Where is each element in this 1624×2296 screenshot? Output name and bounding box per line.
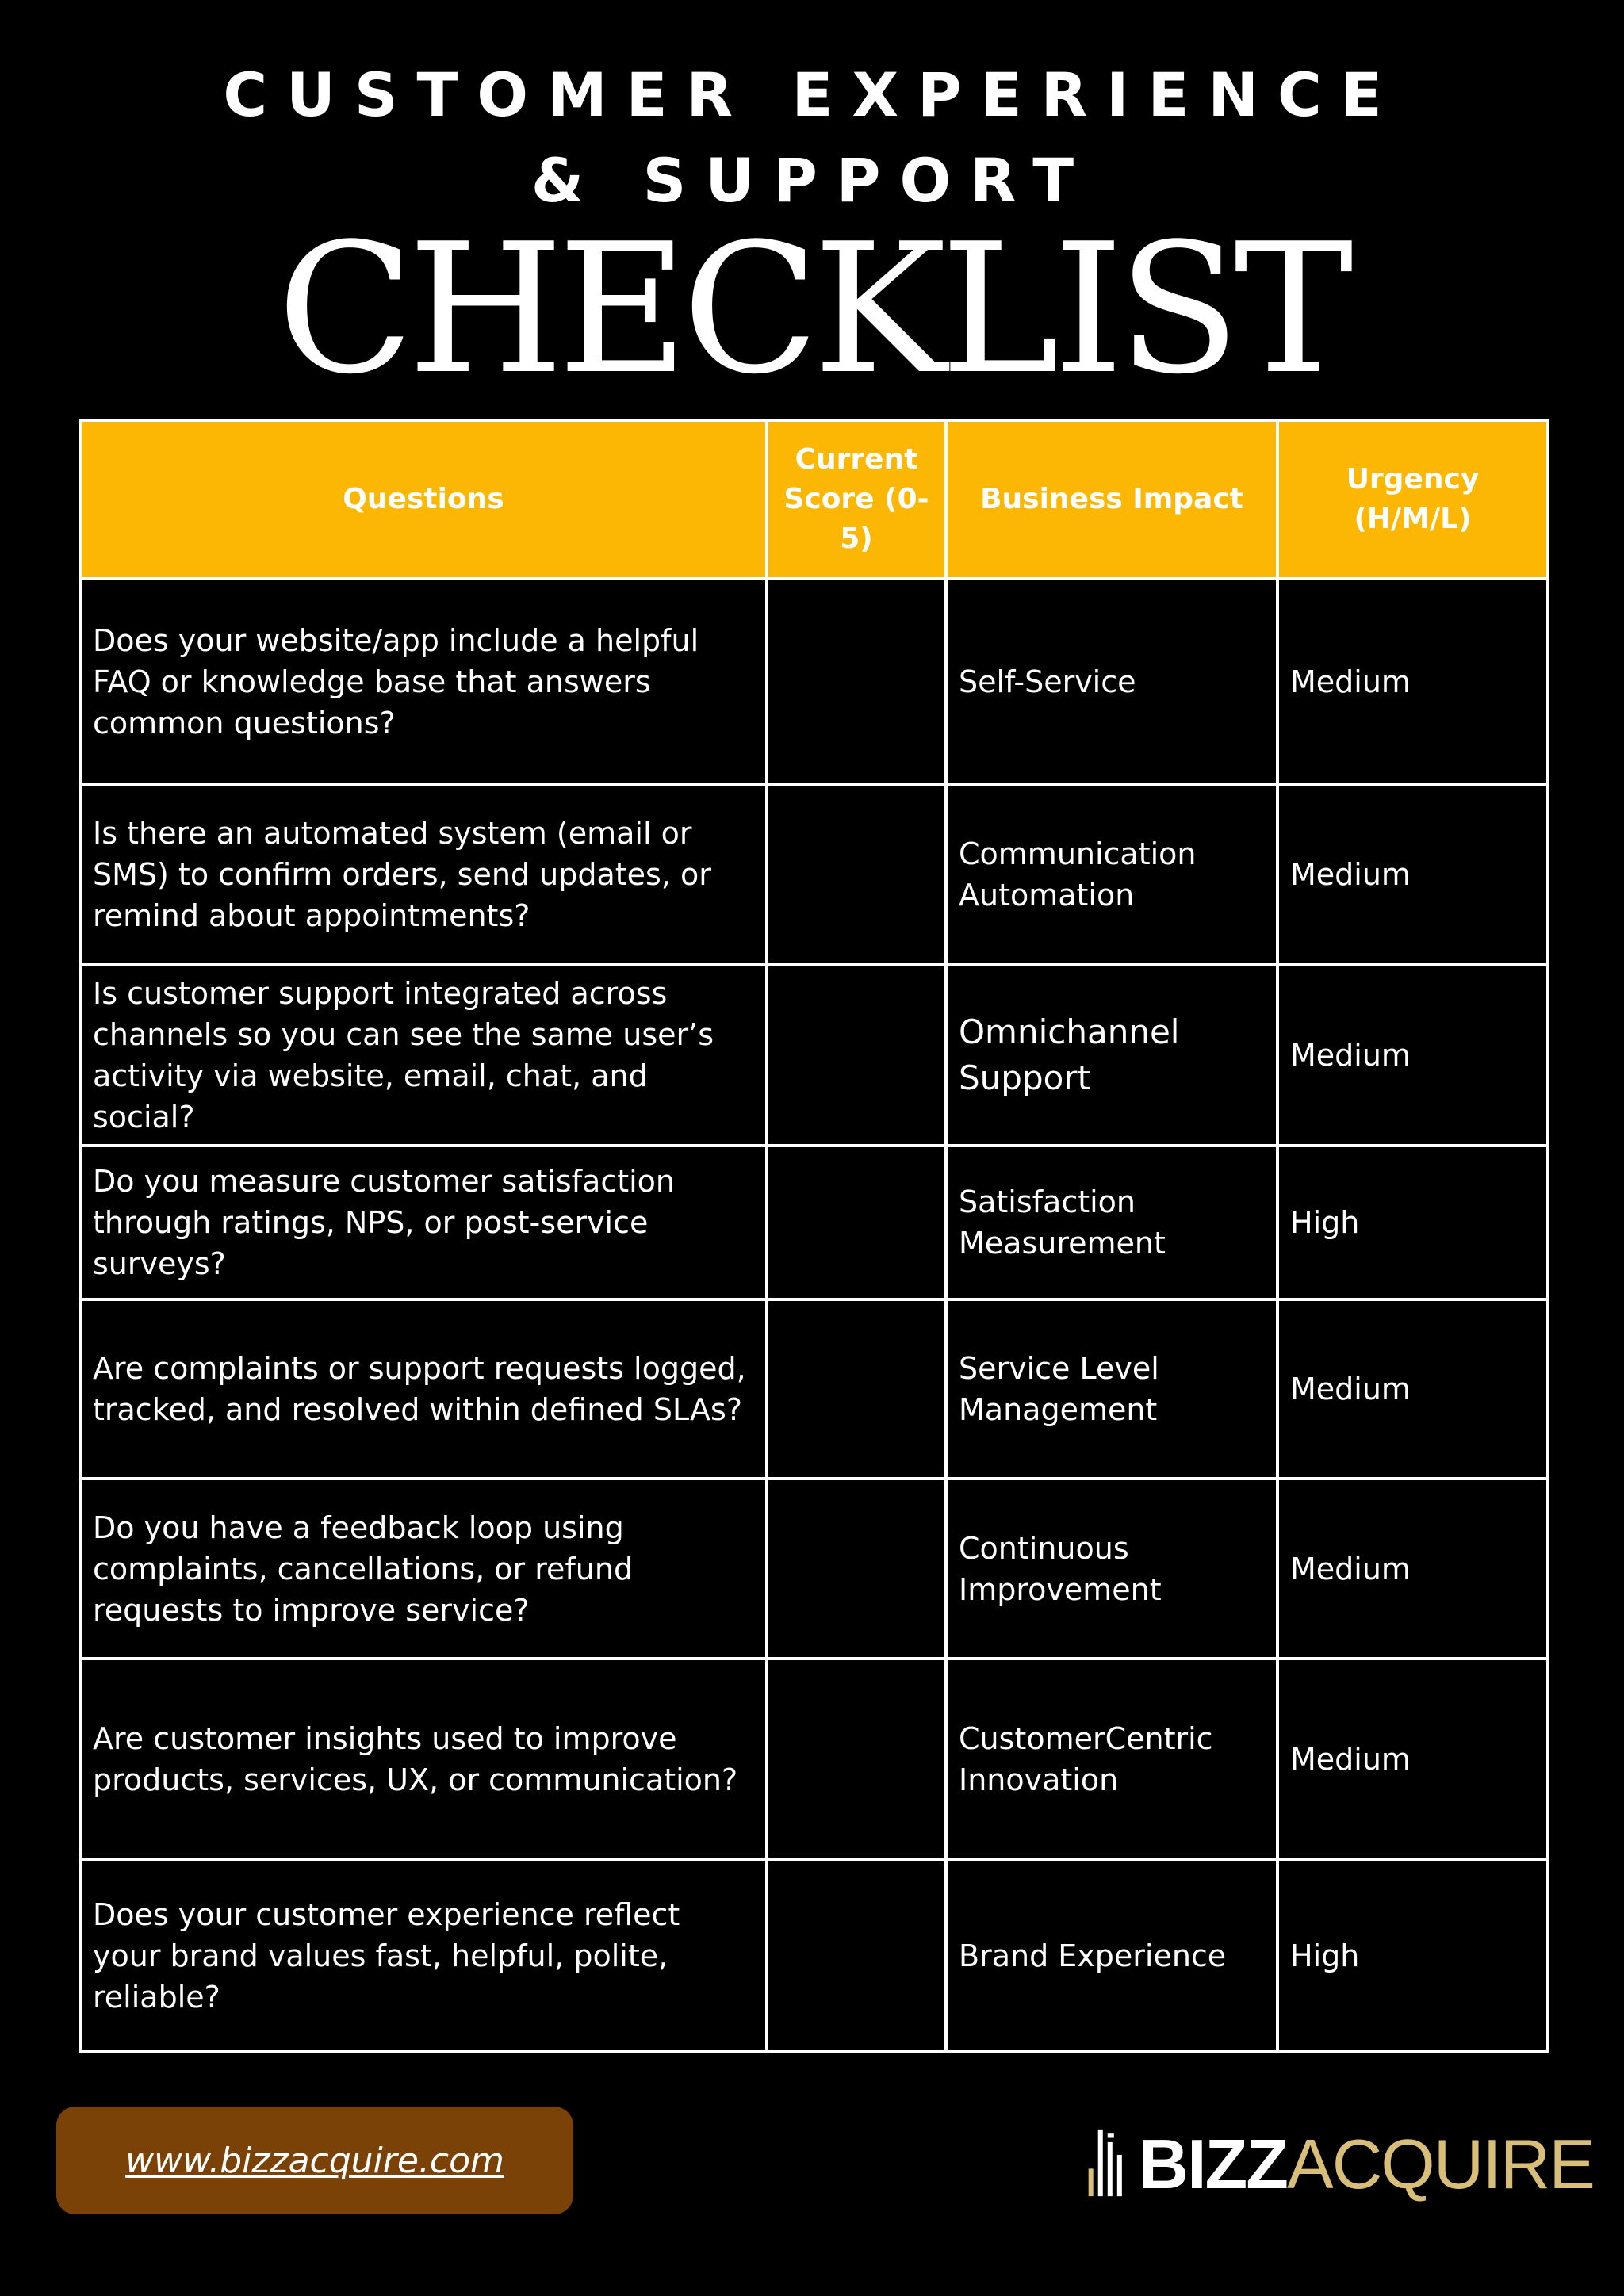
question-cell: Do you have a feedback loop using complaints, cancellations, or refund requests to improve service? xyxy=(80,1479,767,1659)
logo-wordmark-light: ACQUIRE xyxy=(1287,2125,1594,2203)
urgency-cell: Medium xyxy=(1277,784,1548,965)
score-cell[interactable] xyxy=(767,784,946,965)
urgency-cell: High xyxy=(1277,1859,1548,2052)
urgency-cell: Medium xyxy=(1277,965,1548,1146)
urgency-cell: Medium xyxy=(1277,1659,1548,1859)
impact-cell: Omnichannel Support xyxy=(946,965,1277,1146)
score-cell[interactable] xyxy=(767,1659,946,1859)
question-cell: Are complaints or support requests logged, tracked, and resolved within defined SLAs? xyxy=(80,1299,767,1479)
subtitle-line-2: & SUPPORT xyxy=(530,145,1094,216)
impact-cell: Continuous Improvement xyxy=(946,1479,1277,1659)
logo-wordmark-bold: BIZZ xyxy=(1138,2125,1288,2203)
question-cell: Is customer support integrated across channels so you can see the same user’s activity via website, email, chat, and social? xyxy=(80,965,767,1146)
subtitle-line-1: CUSTOMER EXPERIENCE xyxy=(223,59,1401,130)
column-header-business-impact: Business Impact xyxy=(946,420,1277,579)
impact-cell: CustomerCentric Innovation xyxy=(946,1659,1277,1859)
score-cell[interactable] xyxy=(767,965,946,1146)
impact-cell: Self-Service xyxy=(946,579,1277,784)
urgency-cell: Medium xyxy=(1277,1479,1548,1659)
website-link-button[interactable]: www.bizzacquire.com xyxy=(56,2107,573,2214)
impact-cell: Service Level Management xyxy=(946,1299,1277,1479)
table-row xyxy=(80,965,1548,1146)
checklist-table xyxy=(79,419,1549,2053)
page-title: CHECKLIST xyxy=(277,205,1347,414)
table-row xyxy=(80,1299,1548,1479)
question-cell: Does your customer experience reflect your brand values fast, helpful, polite, reliable? xyxy=(80,1859,767,2052)
table-header-row xyxy=(80,420,1548,579)
question-cell: Are customer insights used to improve products, services, UX, or communication? xyxy=(80,1659,767,1859)
score-cell[interactable] xyxy=(767,579,946,784)
score-cell[interactable] xyxy=(767,1479,946,1659)
table-row xyxy=(80,1479,1548,1659)
table-row xyxy=(80,784,1548,965)
urgency-cell: Medium xyxy=(1277,579,1548,784)
table-row xyxy=(80,1146,1548,1299)
impact-cell: Satisfaction Measurement xyxy=(946,1146,1277,1299)
column-header-questions: Questions xyxy=(80,420,767,579)
column-header-current-score: Current Score (0-5) xyxy=(767,420,946,579)
question-cell: Does your website/app include a helpful FAQ or knowledge base that answers common questions? xyxy=(80,579,767,784)
urgency-cell: High xyxy=(1277,1146,1548,1299)
impact-cell: Communication Automation xyxy=(946,784,1277,965)
table-row xyxy=(80,1859,1548,2052)
question-cell: Do you measure customer satisfaction through ratings, NPS, or post-service surveys? xyxy=(80,1146,767,1299)
score-cell[interactable] xyxy=(767,1299,946,1479)
score-cell[interactable] xyxy=(767,1859,946,2052)
score-cell[interactable] xyxy=(767,1146,946,1299)
bizzacquire-bars-logo-icon xyxy=(1086,2109,1129,2220)
urgency-cell: Medium xyxy=(1277,1299,1548,1479)
bizzacquire-logo xyxy=(1086,2109,1594,2220)
column-header-urgency: Urgency (H/M/L) xyxy=(1277,420,1548,579)
table-row xyxy=(80,579,1548,784)
logo-wordmark xyxy=(1138,2125,1594,2203)
impact-cell: Brand Experience xyxy=(946,1859,1277,2052)
question-cell: Is there an automated system (email or SMS) to confirm orders, send updates, or remind about appointments? xyxy=(80,784,767,965)
table-row xyxy=(80,1659,1548,1859)
